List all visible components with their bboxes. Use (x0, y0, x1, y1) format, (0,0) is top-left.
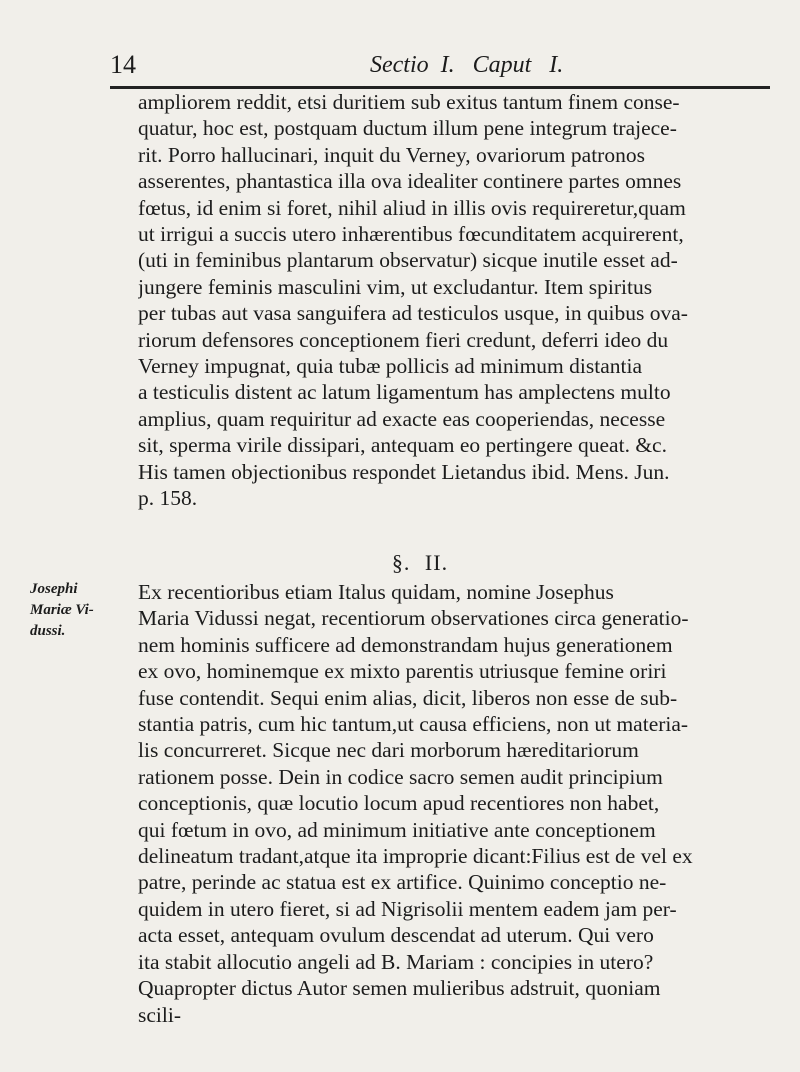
text-line: quidem in utero fieret, si ad Nigrisolii mentem eadem jam per- (138, 896, 677, 921)
text-line: amplius, quam requiritur ad exacte eas cooperiendas, necesse (138, 406, 666, 431)
text-line: ex ovo, hominemque ex mixto parentis utriusque femine oriri (138, 659, 667, 684)
text-line: (uti in feminibus plantarum observatur) sicque inutile esset ad- (138, 248, 678, 273)
page-header (110, 50, 770, 84)
section-number: II. (424, 550, 449, 575)
text-line: conceptionis, quæ locutio locum apud recentiores non habet, (138, 791, 660, 816)
marginal-note-line: Mariæ Vi- (30, 602, 94, 618)
text-line: patre, perinde ac statua est ex artifice. Quinimo conceptio ne- (138, 870, 667, 895)
page-number: 14 (110, 50, 136, 79)
text-line: His tamen objectionibus respondet Lietandus ibid. Mens. Jun. (138, 459, 670, 484)
section-heading (0, 550, 800, 576)
text-line: delineatum tradant,atque ita improprie dicant:Filius est de vel ex (138, 844, 693, 869)
paragraph-2 (138, 579, 768, 1028)
marginal-note-line: Josephi (30, 581, 78, 597)
text-line: riorum defensores conceptionem fieri credunt, deferri ideo du (138, 327, 669, 352)
section-symbol: §. (391, 550, 411, 575)
text-line: ita stabit allocutio angeli ad B. Mariam : concipies in utero? (138, 949, 654, 974)
text-line: Quapropter dictus Autor semen mulieribus adstruit, quoniam (138, 976, 661, 1001)
text-line: nem hominis sufficere ad demonstrandam hujus generationem (138, 632, 673, 657)
text-line: ut irrigui a succis utero inhærentibus fœcunditatem acquirerent, (138, 222, 684, 247)
text-line: Maria Vidussi negat, recentiorum observationes circa generatio- (138, 606, 689, 631)
text-line: ampliorem reddit, etsi duritiem sub exitus tantum finem conse- (138, 90, 680, 114)
text-line: acta esset, antequam ovulum descendat ad uterum. Qui vero (138, 923, 654, 948)
text-line: rit. Porro hallucinari, inquit du Verney, ovariorum patronos (138, 142, 645, 167)
paragraph-1 (138, 89, 768, 512)
text-line: jungere feminis masculini vim, ut excludantur. Item spiritus (138, 274, 653, 299)
text-line: per tubas aut vasa sanguifera ad testiculos usque, in quibus ova- (138, 301, 688, 326)
marginal-note (30, 579, 140, 642)
running-head: Sectio I. Caput I. (370, 52, 564, 78)
text-line: a testiculis distent ac latum ligamentum has amplectens multo (138, 380, 671, 405)
text-line: rationem posse. Dein in codice sacro semen audit principium (138, 764, 663, 789)
text-line: Verney impugnat, quia tubæ pollicis ad minimum distantia (138, 354, 642, 379)
text-line: fœtus, id enim si foret, nihil aliud in illis ovis requireretur,quam (138, 195, 686, 220)
text-line: p. 158. (138, 486, 198, 511)
text-line: lis concurreret. Sicque nec dari morborum hæreditariorum (138, 738, 639, 763)
marginal-note-line: dussi. (30, 623, 66, 639)
text-line: scili- (138, 1002, 181, 1027)
text-line: Ex recentioribus etiam Italus quidam, nomine Josephus (138, 580, 614, 604)
text-line: stantia patris, cum hic tantum,ut causa efficiens, non ut materia- (138, 712, 689, 737)
text-line: qui fœtum in ovo, ad minimum initiative ante conceptionem (138, 817, 656, 842)
text-line: quatur, hoc est, postquam ductum illum pene integrum trajece- (138, 116, 677, 141)
text-line: asserentes, phantastica illa ova idealiter continere partes omnes (138, 169, 682, 194)
text-line: sit, sperma virile dissipari, antequam eo pertingere queat. &c. (138, 433, 667, 458)
text-line: fuse contendit. Sequi enim alias, dicit, liberos non esse de sub- (138, 685, 678, 710)
